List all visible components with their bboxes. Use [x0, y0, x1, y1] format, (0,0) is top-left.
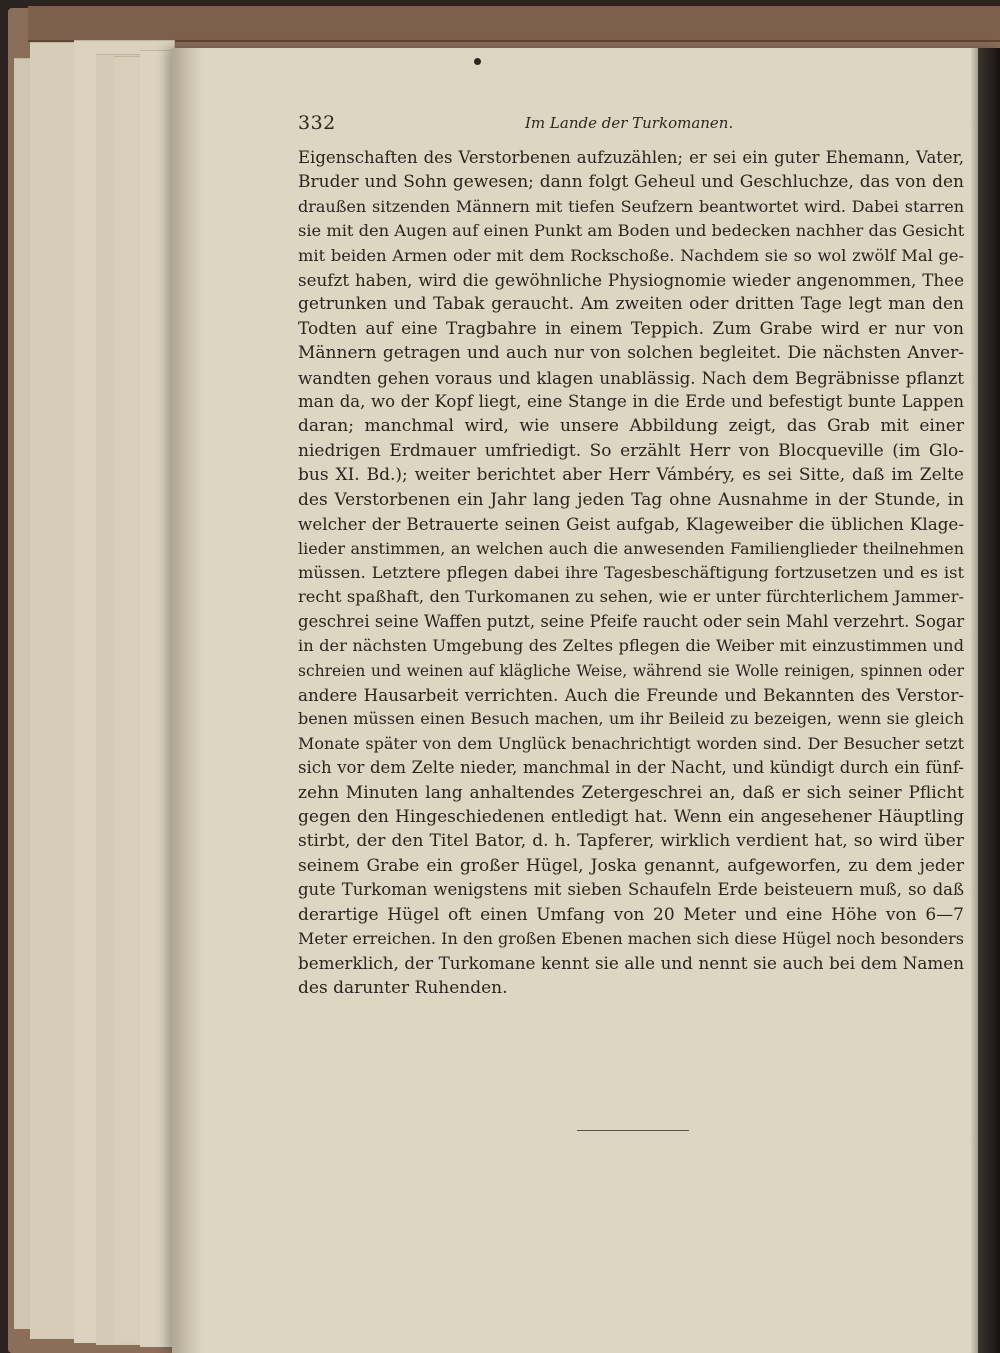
text-line: stirbt, der den Titel Bator, d. h. Tapferer, wirklich verdient hat, so wird über — [298, 831, 964, 852]
text-line: derartige Hügel oft einen Umfang von 20 Meter und eine Höhe von 6—7 — [298, 904, 964, 925]
book-page — [172, 48, 1000, 1353]
text-line: andere Hausarbeit verrichten. Auch die Freunde und Bekannten des Verstor- — [298, 684, 964, 705]
text-line: man da, wo der Kopf liegt, eine Stange in die Erde und befestigt bunte Lappen — [298, 392, 964, 412]
ink-dot — [474, 58, 481, 65]
page-gutter-shadow — [172, 48, 202, 1353]
text-line: geschrei seine Waffen putzt, seine Pfeife raucht oder sein Mahl verzehrt. Sogar — [298, 611, 965, 631]
text-line: mit beiden Armen oder mit dem Rockschoße. Nachdem sie so wol zwölf Mal ge- — [298, 245, 964, 265]
text-line: bemerklich, der Turkomane kennt sie alle und nennt sie auch bei dem Namen — [298, 953, 964, 974]
text-line: wandten gehen voraus und klagen unablässig. Nach dem Begräbnisse pflanzt — [298, 367, 964, 388]
text-line: müssen. Letztere pflegen dabei ihre Tagesbeschäftigung fortzusetzen und es ist — [298, 562, 964, 582]
text-line: Männern getragen und auch nur von solchen begleitet. Die nächsten Anver- — [298, 343, 964, 364]
text-line: draußen sitzenden Männern mit tiefen Seufzern beantwortet wird. Dabei starren — [298, 196, 964, 216]
page-header — [298, 112, 968, 138]
text-line: schreien und weinen auf klägliche Weise, während sie Wolle reinigen, spinnen oder — [298, 661, 964, 680]
text-line: welcher der Betrauerte seinen Geist aufgab, Klageweiber die üblichen Klage- — [298, 514, 964, 535]
text-line: Bruder und Sohn gewesen; dann folgt Geheul und Geschluchze, das von den — [298, 172, 964, 193]
text-line: gute Turkoman wenigstens mit sieben Schaufeln Erde beisteuern muß, so daß — [298, 880, 964, 900]
page-number: 332 — [298, 112, 336, 134]
book-cover-top-edge — [28, 6, 1000, 42]
text-line: lieder anstimmen, an welchen auch die anwesenden Familienglieder theilnehmen — [298, 538, 964, 558]
text-line: zehn Minuten lang anhaltendes Zetergeschrei an, daß er sich seiner Pflicht — [298, 782, 964, 803]
text-line: getrunken und Tabak geraucht. Am zweiten oder dritten Tage legt man den — [298, 294, 964, 315]
text-line: des darunter Ruhenden. — [298, 977, 508, 998]
text-line: bus XI. Bd.); weiter berichtet aber Herr Vámbéry, es sei Sitte, daß im Zelte — [298, 465, 964, 486]
text-line: benen müssen einen Besuch machen, um ihr Beileid zu bezeigen, wenn sie gleich — [298, 709, 964, 729]
text-line: gegen den Hingeschiedenen entledigt hat. Wenn ein angesehener Häuptling — [298, 806, 964, 827]
page-stack-layer — [140, 50, 175, 1347]
end-rule — [577, 1130, 689, 1131]
body-text — [298, 146, 964, 1000]
text-line: Todten auf eine Tragbahre in einem Teppich. Zum Grabe wird er nur von — [298, 318, 964, 339]
text-line: sie mit den Augen auf einen Punkt am Boden und bedecken nachher das Gesicht — [298, 221, 965, 241]
text-line: Eigenschaften des Verstorbenen aufzuzählen; er sei ein guter Ehemann, Vater, — [298, 148, 964, 167]
text-line: sich vor dem Zelte nieder, manchmal in der Nacht, und kündigt durch ein fünf- — [298, 758, 964, 778]
text-line: niedrigen Erdmauer umfriedigt. So erzählt Herr von Blocqueville (im Glo- — [298, 440, 964, 461]
text-line: des Verstorbenen ein Jahr lang jeden Tag ohne Ausnahme in der Stunde, in — [298, 489, 964, 510]
text-line: daran; manchmal wird, wie unsere Abbildung zeigt, das Grab mit einer — [298, 416, 964, 437]
text-line: in der nächsten Umgebung des Zeltes pflegen die Weiber mit einzustimmen und — [298, 636, 964, 656]
text-line: seinem Grabe ein großer Hügel, Joska genannt, aufgeworfen, zu dem jeder — [298, 855, 964, 876]
running-title: Im Lande der Turkomanen. — [525, 114, 734, 132]
page-edge-shadow — [970, 48, 978, 1353]
text-line: Meter erreichen. In den großen Ebenen machen sich diese Hügel noch besonders — [298, 929, 964, 948]
text-line: Monate später von dem Unglück benachrichtigt worden sind. Der Besucher setzt — [298, 733, 964, 753]
book-binding-edge — [978, 48, 1000, 1353]
text-line: seufzt haben, wird die gewöhnliche Physiognomie wieder angenommen, Thee — [298, 270, 964, 291]
text-line: recht spaßhaft, den Turkomanen zu sehen, wie er unter fürchterlichem Jammer- — [298, 587, 964, 607]
